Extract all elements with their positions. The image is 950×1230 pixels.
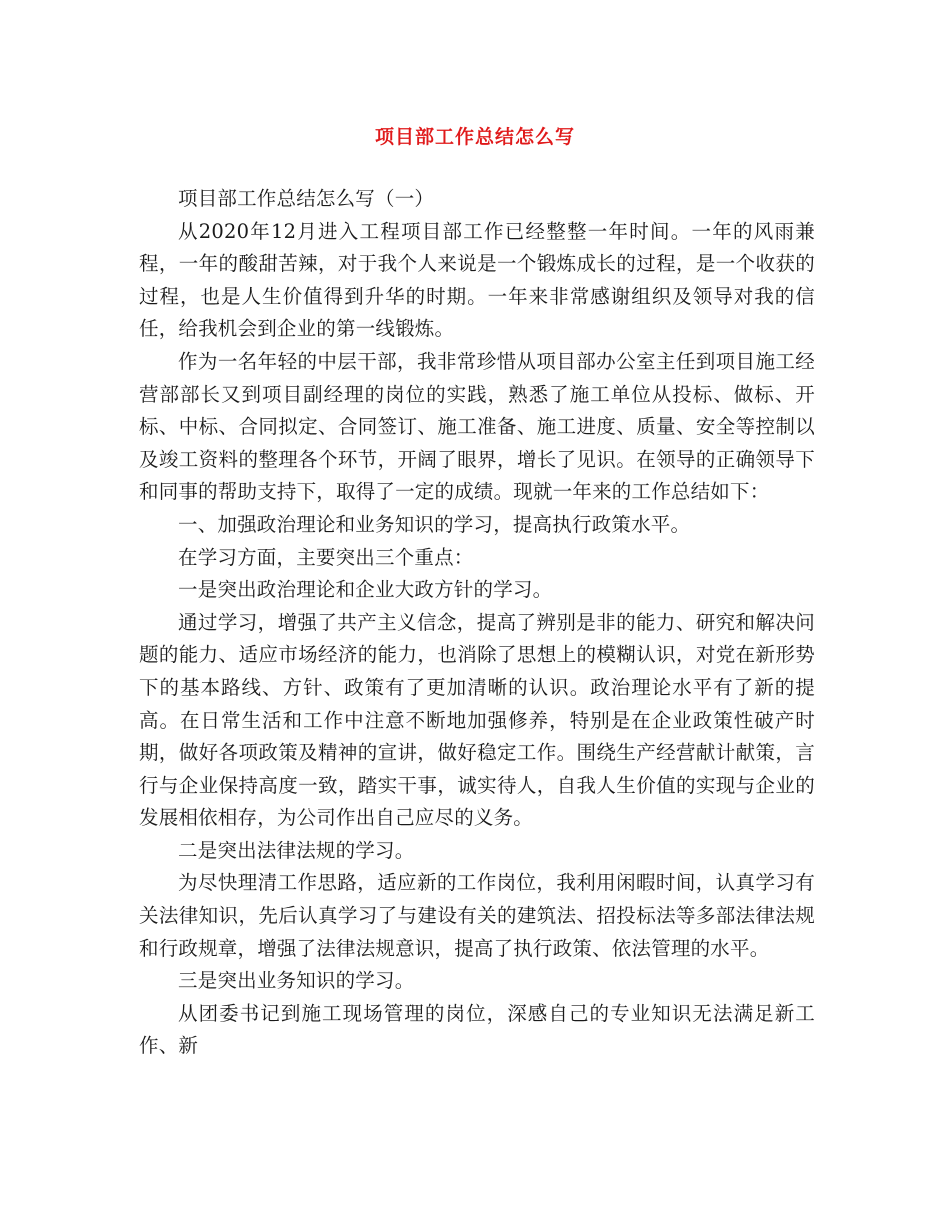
point-one-heading: 一是突出政治理论和企业大政方针的学习。 — [178, 578, 553, 602]
point-three-heading: 三是突出业务知识的学习。 — [178, 969, 415, 993]
section-heading-1: 一、加强政治理论和业务知识的学习，提高执行政策水平。 — [178, 512, 691, 536]
point-two-heading: 二是突出法律法规的学习。 — [178, 838, 415, 862]
point-two-paragraph: 为尽快理清工作思路，适应新的工作岗位，我利用闲暇时间，认真学习有关法律知识，先后认真学习了与建设有关的建筑法、招投标法等多部法律法规和行政规章，增强了法律法规意识，提高了执行政策、依法管理的水平。 — [139, 871, 815, 960]
study-focus-paragraph: 在学习方面，主要突出三个重点： — [178, 545, 474, 569]
subtitle-paragraph: 项目部工作总结怎么写（一） — [178, 187, 435, 210]
intro-paragraph: 从2020年12月进入工程项目部工作已经整整一年时间。一年的风雨兼程，一年的酸甜苦辣，对于我个人来说是一个锻炼成长的过程，是一个收获的过程，也是人生价值得到升华的时期。一年来非常感谢组织及领导对我的信任，给我机会到企业的第一线锻炼。 — [139, 219, 815, 341]
document-title: 项目部工作总结怎么写 — [374, 126, 575, 148]
document-body — [139, 183, 815, 1063]
point-one-paragraph: 通过学习，增强了共产主义信念，提高了辨别是非的能力、研究和解决问题的能力、适应市场经济的能力，也消除了思想上的模糊认识，对党在新形势下的基本路线、方针、政策有了更加清晰的认识。政治理论水平有了新的提高。在日常生活和工作中注意不断地加强修养，特别是在企业政策性破产时期，做好各项政策及精神的宣讲，做好稳定工作。围绕生产经营献计献策，言行与企业保持高度一致，踏实干事，诚实待人，自我人生价值的实现与企业的发展相依相存，为公司作出自己应尽的义务。 — [139, 610, 815, 830]
experience-paragraph: 作为一名年轻的中层干部，我非常珍惜从项目部办公室主任到项目施工经营部部长又到项目副经理的岗位的实践，熟悉了施工单位从投标、做标、开标、中标、合同拟定、合同签订、施工准备、施工进度、质量、安全等控制以及竣工资料的整理各个环节，开阔了眼界，增长了见识。在领导的正确领导下和同事的帮助支持下，取得了一定的成绩。现就一年来的工作总结如下： — [139, 349, 815, 504]
point-three-paragraph: 从团委书记到施工现场管理的岗位，深感自己的专业知识无法满足新工作、新 — [139, 1001, 815, 1058]
